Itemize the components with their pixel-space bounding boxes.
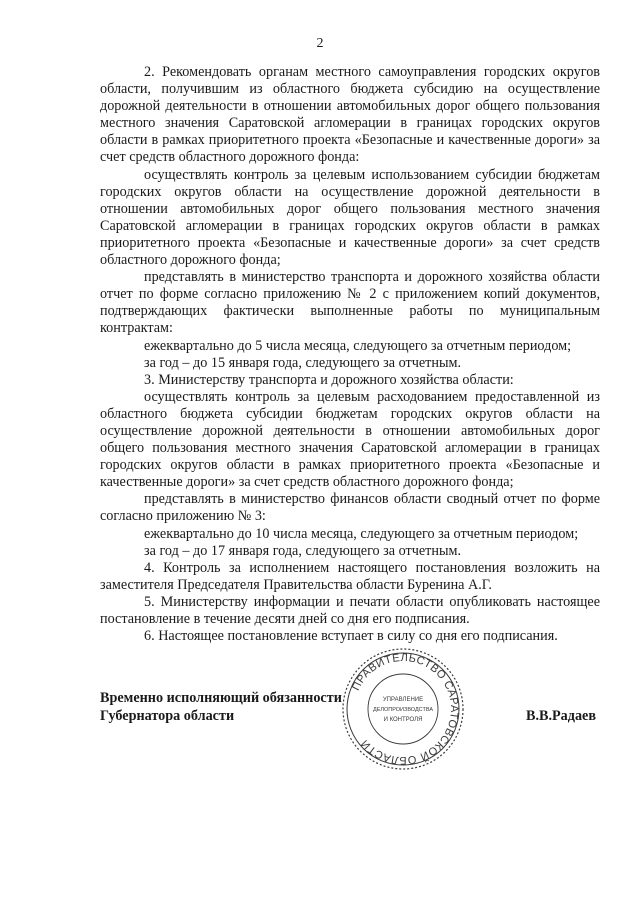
document-body: [100, 64, 600, 645]
signatory-name: В.В.Радаев: [525, 707, 596, 724]
stamp-center-line-2: ДЕЛОПРОИЗВОДСТВА: [372, 707, 434, 713]
stamp-center-line-1: УПРАВЛЕНИЕ: [382, 697, 424, 703]
paragraph-report-ministry: представлять в министерство транспорта и дорожного хозяйства области отчет по форме согласно приложению № 2 с приложением копий документов, подтверждающих фактически выполненные работы по муниципальным контрактам:: [100, 269, 600, 337]
paragraph-6-effective: 6. Настоящее постановление вступает в силу со дня его подписания.: [144, 628, 558, 645]
paragraph-yearly-17: за год – до 17 января года, следующего за отчетным.: [144, 542, 462, 559]
page-number: 2: [316, 36, 324, 51]
paragraph-2-recommendation: 2. Рекомендовать органам местного самоуправления городских округов области, получившим из областного бюджета субсидию на осуществление дорожной деятельности в отношении автомобильных дорог общего пользования местного значения Саратовской агломерации в границах городских округов области в рамках приоритетного проекта «Безопасные и качественные дороги» за счет средств областного дорожного фонда:: [100, 64, 600, 166]
paragraph-control-spending: осуществлять контроль за целевым расходованием предоставленной из областного бюджета субсидии бюджетам городских округов области на осуществление дорожной деятельности в отношении автомобильных дорог общего пользования местного значения Саратовской агломерации в границах городских округов области в рамках приоритетного проекта «Безопасные и качественные дороги» за счет средств областного дорожного фонда;: [100, 388, 600, 491]
signatory-position-line2: Губернатора области: [100, 707, 235, 724]
paragraph-report-finance: представлять в министерство финансов области сводный отчет по форме согласно приложению № 3:: [100, 491, 600, 525]
signature-block: [100, 690, 600, 725]
paragraph-quarterly-5: ежеквартально до 5 числа месяца, следующего за отчетным периодом;: [144, 337, 572, 354]
paragraph-5-publish: 5. Министерству информации и печати области опубликовать настоящее постановление в течение десяти дней со дня его подписания.: [100, 593, 600, 627]
stamp-ring-text: ПРАВИТЕЛЬСТВО САРАТОВСКОЙ ОБЛАСТИ: [350, 651, 461, 767]
paragraph-4-control: 4. Контроль за исполнением настоящего постановления возложить на заместителя Председателя Правительства области Буренина А.Г.: [100, 559, 600, 593]
paragraph-yearly-15: за год – до 15 января года, следующего за отчетным.: [144, 354, 462, 371]
paragraph-quarterly-10: ежеквартально до 10 числа месяца, следующего за отчетным периодом;: [144, 525, 579, 542]
paragraph-control-usage: осуществлять контроль за целевым использованием субсидии бюджетам городских округов области на осуществление дорожной деятельности в отношении автомобильных дорог общего пользования местного значения Саратовской агломерации в границах городских округов области в рамках приоритетного проекта «Безопасные и качественные дороги» за счет средств областного дорожного фонда;: [100, 166, 600, 269]
paragraph-3-ministry: 3. Министерству транспорта и дорожного хозяйства области:: [144, 371, 514, 388]
signatory-position-line1: Временно исполняющий обязанности: [100, 690, 342, 706]
stamp-center-line-3: И КОНТРОЛЯ: [383, 717, 423, 723]
